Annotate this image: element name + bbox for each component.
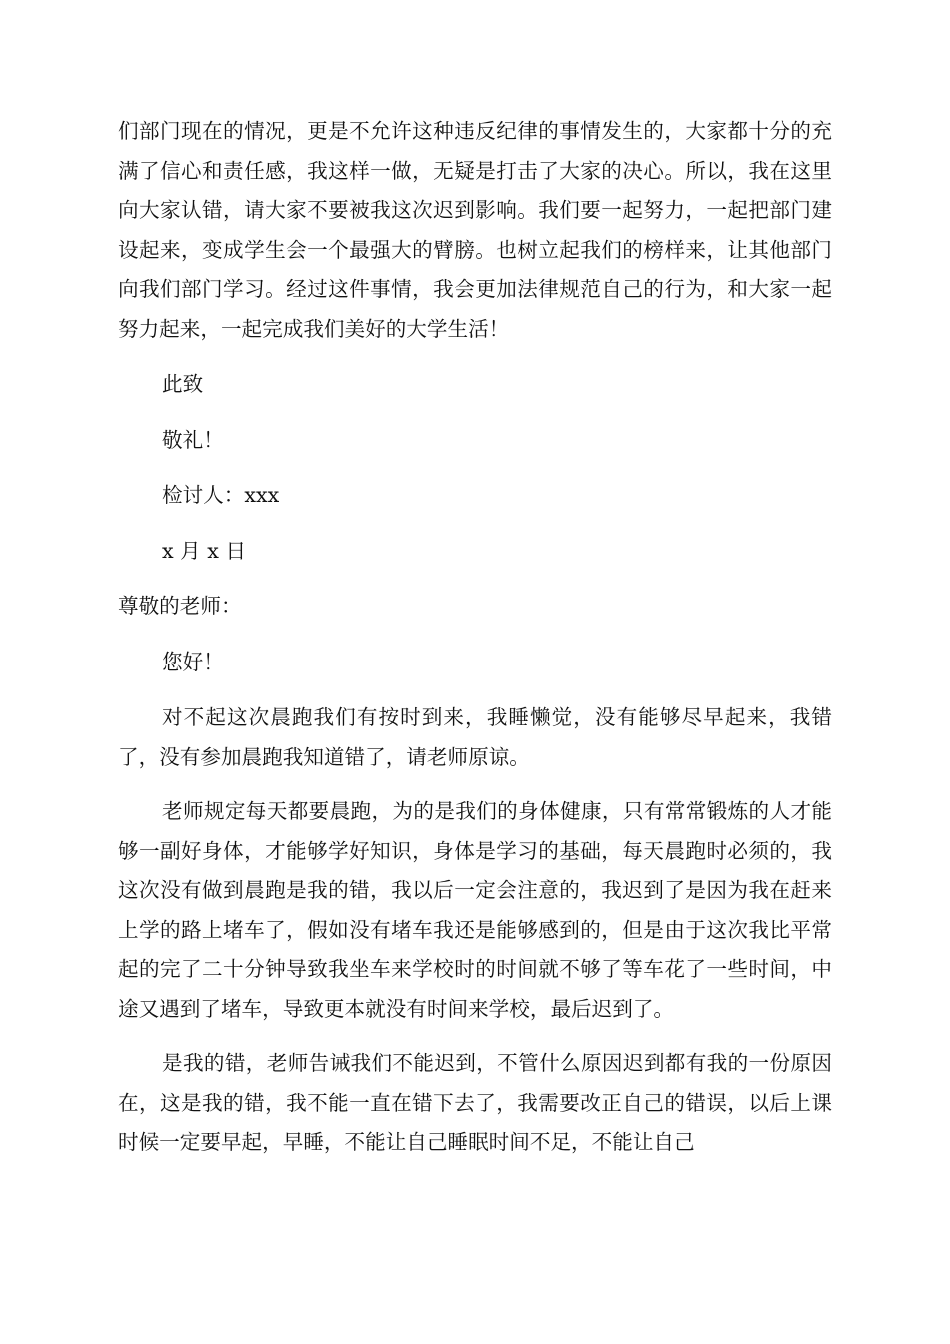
letter-greeting-hello: 您好！ [162,649,224,674]
document-page [118,112,832,1163]
paragraph-commitment: 是我的错，老师告诫我们不能迟到，不管什么原因迟到都有我的一份原因在，这是我的错，我不能一直在错下去了，我需要改正自己的错误，以后上课时候一定要早起，早睡，不能让自己睡眠时间不足，不能让自己 [118,1051,832,1154]
paragraph-apology-intro: 对不起这次晨跑我们有按时到来，我睡懒觉，没有能够尽早起来，我错了，没有参加晨跑我知道错了，请老师原谅。 [118,705,832,769]
date-line: x 月 x 日 [162,538,247,563]
paragraph-apology-continuation: 们部门现在的情况，更是不允许这种违反纪律的事情发生的，大家都十分的充满了信心和责任感，我这样一做，无疑是打击了大家的决心。所以，我在这里向大家认错，请大家不要被我这次迟到影响。我们要一起努力，一起把部门建设起来，变成学生会一个最强大的臂膀。也树立起我们的榜样来，让其他部门向我们部门学习。经过这件事情，我会更加法律规范自己的行为，和大家一起努力起来，一起完成我们美好的大学生活！ [118,119,832,341]
closing-regards: 敬礼！ [162,427,224,452]
signature-line: 检讨人：xxx [162,483,280,507]
closing-salutation: 此致 [162,372,204,396]
paragraph-explanation: 老师规定每天都要晨跑，为的是我们的身体健康，只有常常锻炼的人才能够一副好身体，才能够学好知识，身体是学习的基础，每天晨跑时必须的，我这次没有做到晨跑是我的错，我以后一定会注意的，我迟到了是因为我在赶来上学的路上堵车了，假如没有堵车我还是能够感到的，但是由于这次我比平常起的完了二十分钟导致我坐车来学校时的时间就不够了等车花了一些时间，中途又遇到了堵车，导致更本就没有时间来学校，最后迟到了。 [118,799,832,1021]
letter-greeting-recipient: 尊敬的老师： [118,594,242,618]
